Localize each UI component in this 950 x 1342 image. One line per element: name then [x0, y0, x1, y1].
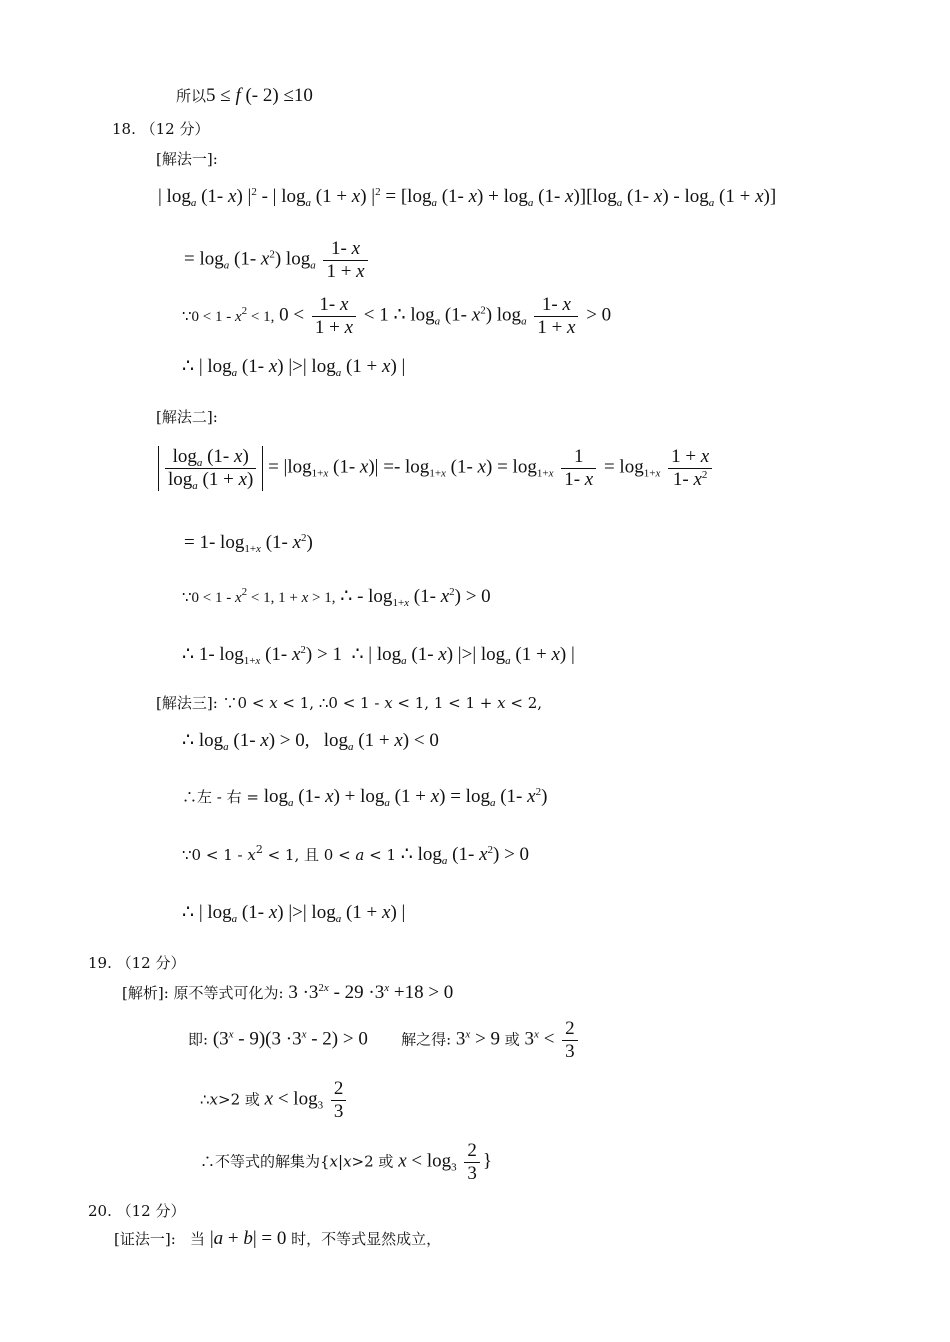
equation-18-1-4: ∴ | $\log_a (1-$ x) |>| $\log_a (1 + x)$ | [182, 356, 406, 379]
equation-18-1-1: | $\log_a (1-$ x) $|^2$ - | $\log_a (1 + x) |^2 = [\log_a$ (1- $x) + \log_a (1-$ $x)][\log_a$ (1- $x) - \log_a (1 + x)$] [158, 186, 777, 209]
equation-18-1-3: ∵0 < $1 - x^2 < 1$, 0 < $\frac{1- x}{1 + x}$ < 1 ∴ $\log_a (1-$ $x^2$) $\log_a$ $\frac{1- x}{1 + x}$ > 0 [182, 294, 612, 338]
equation-18-2-1: $\frac{\log_a (1- x)}{\log_a (1 + x)}$ = $|\log_{1+x}$ (1- $x)| =- \log_{1+x} (1-$ $x) = \log_{1+x}$ $\frac{1}{1- x}$ = $\log_{1+x}$ $\frac{1 + x}{1- x^2}$ [158, 446, 715, 491]
equation-18-3-2: ∴左 - 右 = $\log_a (1-$ $x) + \log_a (1 + x) = \log_a (1-$ $x^2$) [182, 786, 548, 809]
equation-18-3-1: ∴ $\log_a (1-$ x) > 0, $\log_a (1 + x) < 0$ [182, 730, 439, 753]
method-1-label: [解法一]: [156, 150, 218, 168]
problem-20-heading: 20. （12 分） [88, 1202, 186, 1220]
equation-18-3-4: ∴ | $\log_a (1-$ x) |>| $\log_a (1 + x)$ | [182, 902, 406, 925]
equation-18-2-3: ∵0 < $1 - x^2 < 1$, 1 + x > 1, ∴ - $\log_{1+x} (1-$ $x^2) > 0$ [182, 586, 491, 609]
equation-18-2-4: ∴ 1- $\log_{1+x} (1-$ $x^2) > 1$ ∴ | $\log_a (1-$ x) |>| $\log_a (1 + x)$ | [182, 644, 575, 667]
problem-18-heading: 18. （12 分） [112, 120, 210, 138]
equation-19-1: [解析]: 原不等式可化为: $3 \cdot 3^{2x} - 29 \cdot 3^x +18 > 0$ [122, 982, 454, 1003]
equation-19-3: ∴x>2 或 $x < \log_3$ $\frac{2}{3}$ [200, 1078, 349, 1123]
equation-18-1-2: = $\log_a (1-$ $x^2$) $\log_a$ $\frac{1- x}{1 + x}$ [184, 238, 371, 283]
equation-18-2-2: = 1- $\log_{1+x} (1-$ $x^2$) [184, 532, 313, 555]
equation-19-4: ∴不等式的解集为{x|x>2 或 $x < \log_3$ $\frac{2}{3}$ } [200, 1140, 492, 1184]
line-f-range: 所以5 ≤ f (- 2) ≤10 [176, 85, 313, 106]
equation-20-1: [证法一]: 当 |a + b| = 0 时，不等式显然成立， [114, 1228, 442, 1249]
problem-19-heading: 19. （12 分） [88, 954, 186, 972]
method-2-label: [解法二]: [156, 408, 218, 426]
equation-18-3-3: ∵0 < $1 - x^2 < 1$, 且 0 < a < 1 ∴ $\log_a (1-$ $x^2) > 0$ [182, 843, 530, 867]
method-3-label: [解法三]: ∵0 < x < 1, ∴0 < 1 - x < 1, 1 < 1 + x < 2, [156, 694, 543, 712]
equation-19-2: 即: $(3^x - 9)(3 \cdot 3^x - 2) > 0$ 解之得: $3^x > 9$ 或 $3^x$ < $\frac{2}{3}$ [188, 1018, 581, 1063]
